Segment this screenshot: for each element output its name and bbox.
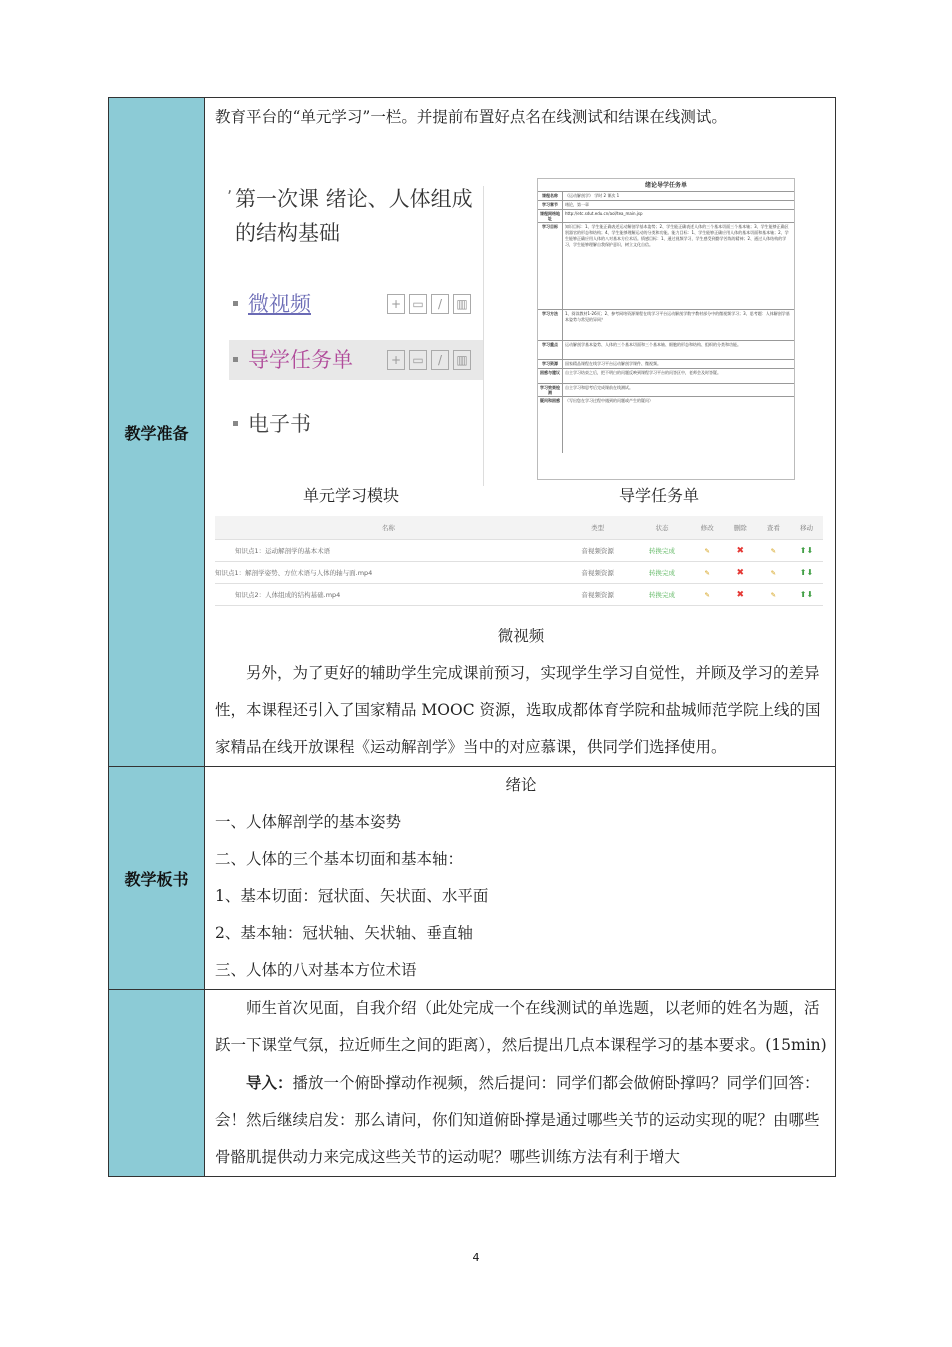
bullet-icon bbox=[233, 421, 238, 426]
edit-icon[interactable]: ✎ bbox=[704, 546, 710, 555]
board-title: 绪论 bbox=[505, 776, 537, 794]
move-arrows-icon[interactable]: ⬆⬇ bbox=[799, 567, 814, 577]
guide-row: 学习重点 运动解剖学基本姿势、人体的三个基本切面和三个基本轴、细胞的形态和结构、组织的分类和功能。 bbox=[538, 340, 794, 359]
guide-sheet-image bbox=[537, 178, 795, 480]
delete-icon[interactable]: ✖ bbox=[736, 545, 745, 556]
intro-label: 导入： bbox=[246, 1073, 293, 1092]
lesson-plan-table bbox=[108, 97, 836, 1177]
process-content-cell bbox=[205, 990, 836, 1177]
unit-module-screenshot bbox=[223, 172, 483, 466]
edit-icon[interactable]: / bbox=[431, 294, 449, 314]
monitor-icon[interactable]: ▭ bbox=[409, 294, 427, 314]
page-number: 4 bbox=[472, 1251, 480, 1264]
delete-icon[interactable]: ✖ bbox=[736, 567, 745, 578]
process-paragraph-1: 师生首次见面，自我介绍（此处完成一个在线测试的单选题，以老师的姓名为题，活跃一下课堂气氛，拉近师生之间的距离），然后提出几点本课程学习的基本要求。(15min) bbox=[215, 999, 827, 1054]
figure-row bbox=[215, 136, 827, 505]
guide-row: 学习目标 知识目标：1、学生能正确表述运动解剖学基本姿势；2、学生能正确表述人体的三个基本切面三个基本轴；3、学生能够正确区别器官的形态和结构；4、学生能够理解运动的分类和功能。能力目标：1、学生能够正确应用人体的基本切面和基本轴；2、学生能够正确应用人体的八对基本方位术语。情感目标：1、通过视频学习，学生感受到勤学苦练的精神；2、通过人体结构的学习，学生能够理解自我保护意识，树立文化自信。 bbox=[538, 222, 794, 309]
guide-sheet-caption: 导学任务单 bbox=[619, 486, 700, 505]
table-row[interactable]: 知识点2：人体组成的结构基础.mp4 音视频资源 转换完成 ✎ ✖ ✎ ⬆⬇ bbox=[215, 584, 823, 606]
micro-video-header: 名称 类型 状态 修改 删除 查看 移动 bbox=[215, 516, 823, 540]
trash-icon[interactable]: ▥ bbox=[453, 294, 471, 314]
board-label-cell bbox=[109, 767, 205, 990]
board-line: 2、基本轴：冠状轴、矢状轴、垂直轴 bbox=[215, 924, 473, 942]
add-icon[interactable]: + bbox=[387, 294, 405, 314]
item-tools bbox=[387, 294, 471, 314]
guide-row: 疑问和困惑 （写出您在学习过程中遇到的问题或产生的疑问） bbox=[538, 396, 794, 453]
micro-video-caption: 微视频 bbox=[497, 627, 545, 645]
board-line: 1、基本切面：冠状面、矢状面、水平面 bbox=[215, 887, 489, 905]
add-icon[interactable]: + bbox=[387, 350, 405, 370]
guide-row: 课程网络地址 http://etc.sdut.edu.cn/aol/tea_main.jsp bbox=[538, 209, 794, 222]
table-row[interactable]: 知识点1：解剖学姿势、方位术语与人体的轴与面.mp4 音视频资源 转换完成 ✎ ✖ ✎ ⬆⬇ bbox=[215, 562, 823, 584]
table-row[interactable]: 知识点1：运动解剖学的基本术语 音视频资源 转换完成 ✎ ✖ ✎ ⬆⬇ bbox=[215, 540, 823, 562]
board-line: 三、人体的八对基本方位术语 bbox=[215, 961, 417, 979]
edit-icon[interactable]: ✎ bbox=[704, 590, 710, 599]
prep-label-cell bbox=[109, 98, 205, 767]
trash-icon[interactable]: ▥ bbox=[453, 350, 471, 370]
bullet-icon bbox=[233, 301, 238, 306]
quote-mark-icon: ʼ bbox=[227, 187, 233, 206]
guide-row: 学习章节 绪论，第一章 bbox=[538, 200, 794, 209]
guide-row: 学习方法 1、阅读教材1-26页；2、参考网络资源课程在线学习平台运动解剖学数字教材部分中的微视频学习；3、思考题：人体解剖学基本姿势与常见的异同？ bbox=[538, 309, 794, 340]
prep-paragraph: 另外，为了更好的辅助学生完成课前预习，实现学生学习自觉性，并顾及学习的差异性，本课程还引入了国家精品 MOOC 资源，选取成都体育学院和盐城师范学院上线的国家精品在线开放课程《运动解剖学》当中的对应慕课，供同学们选择使用。 bbox=[215, 664, 821, 756]
edit-icon[interactable]: / bbox=[431, 350, 449, 370]
bullet-icon bbox=[233, 357, 238, 362]
prep-intro: 教育平台的“单元学习”一栏。并提前布置好点名在线测试和结课在线测试。 bbox=[215, 108, 727, 126]
unit-item-guide-sheet[interactable]: 导学任务单 + ▭ / ▥ bbox=[229, 340, 483, 380]
process-label-cell bbox=[109, 990, 205, 1177]
board-line: 二、人体的三个基本切面和基本轴： bbox=[215, 850, 464, 868]
view-icon[interactable]: ✎ bbox=[770, 546, 777, 555]
unit-item-micro-video[interactable]: 微视频 + ▭ / ▥ bbox=[229, 284, 483, 324]
process-paragraph-2: 导入：播放一个俯卧撑动作视频，然后提问：同学们都会做俯卧撑吗？同学们回答：会！然后继续启发：那么请问，你们知道俯卧撑是通过哪些关节的运动实现的呢？由哪些骨骼肌提供动力来完成这些关节的运动呢？哪些训练方法有利于增大 bbox=[215, 1073, 820, 1166]
delete-icon[interactable]: ✖ bbox=[736, 589, 745, 600]
board-label: 教学板书 bbox=[124, 869, 189, 889]
view-icon[interactable]: ✎ bbox=[770, 568, 777, 577]
board-line: 一、人体解剖学的基本姿势 bbox=[215, 813, 402, 831]
unit-module-caption: 单元学习模块 bbox=[303, 486, 400, 505]
prep-content-cell bbox=[205, 98, 836, 767]
unit-module-title: ʼ 第一次课 绪论、人体组成的结构基础 bbox=[235, 182, 485, 250]
guide-row: 学习资源 国家精品课程在线学习平台运动解剖学课件、微视频。 bbox=[538, 359, 794, 368]
guide-row: 学习效果检测 自主学习和思考后完成课前在线测试。 bbox=[538, 383, 794, 396]
board-content-cell bbox=[205, 767, 836, 990]
guide-row: 困惑与建议 自主学习结束之后，把不明白的问题反映到课程学习平台的问答区中，老师会及时答疑。 bbox=[538, 368, 794, 383]
monitor-icon[interactable]: ▭ bbox=[409, 350, 427, 370]
prep-label: 教学准备 bbox=[124, 423, 189, 443]
guide-row: 课程名称 《运动解剖学》 学时 2 课次 1 bbox=[538, 191, 794, 200]
move-arrows-icon[interactable]: ⬆⬇ bbox=[799, 545, 814, 555]
divider bbox=[483, 186, 484, 486]
unit-item-ebook[interactable]: 电子书 bbox=[229, 404, 483, 444]
micro-video-table bbox=[215, 516, 823, 606]
move-arrows-icon[interactable]: ⬆⬇ bbox=[799, 589, 814, 599]
edit-icon[interactable]: ✎ bbox=[704, 568, 710, 577]
view-icon[interactable]: ✎ bbox=[770, 590, 777, 599]
item-tools bbox=[387, 350, 471, 370]
guide-sheet-title: 绪论导学任务单 bbox=[644, 182, 687, 189]
